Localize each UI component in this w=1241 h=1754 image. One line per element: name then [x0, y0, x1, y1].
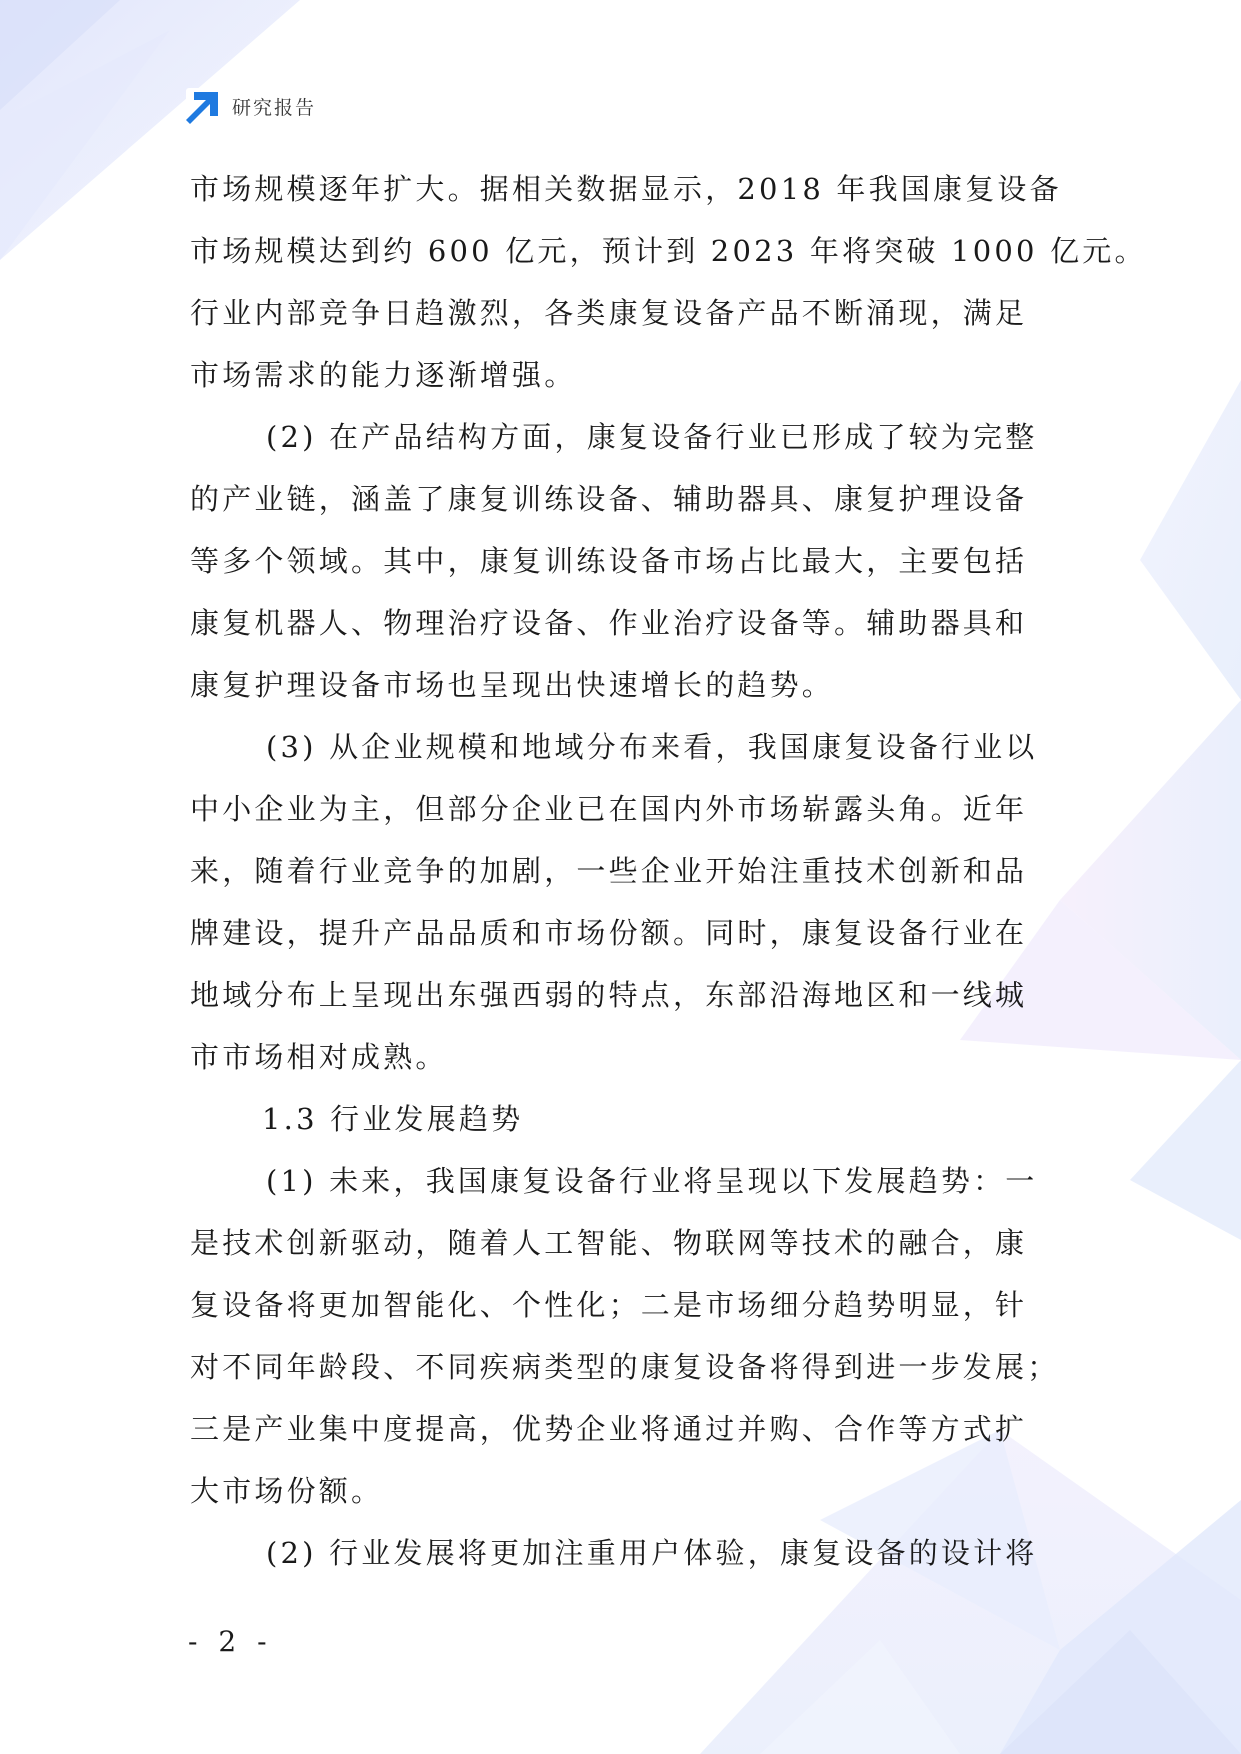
text-line: 市场规模达到约 600 亿元，预计到 2023 年将突破 1000 亿元。 — [190, 234, 1147, 268]
report-header — [186, 86, 316, 126]
text-line: 复设备将更加智能化、个性化；二是市场细分趋势明显，针 — [190, 1288, 1028, 1322]
paragraph-start-line: (3) 从企业规模和地域分布来看，我国康复设备行业以 — [266, 730, 1038, 764]
text-line: 行业内部竞争日趋激烈，各类康复设备产品不断涌现，满足 — [190, 296, 1028, 330]
text-line: 大市场份额。 — [190, 1474, 384, 1508]
text-line: 中小企业为主，但部分企业已在国内外市场崭露头角。近年 — [190, 792, 1028, 826]
text-line: 康复机器人、物理治疗设备、作业治疗设备等。辅助器具和 — [190, 606, 1028, 640]
body-text — [190, 158, 1147, 1584]
header-title: 研究报告 — [232, 96, 317, 119]
text-line: 牌建设，提升产品品质和市场份额。同时，康复设备行业在 — [190, 916, 1028, 950]
text-line: 市市场相对成熟。 — [190, 1040, 448, 1074]
text-line: 等多个领域。其中，康复训练设备市场占比最大，主要包括 — [190, 544, 1028, 578]
paragraph-start-line: (2) 在产品结构方面，康复设备行业已形成了较为完整 — [266, 420, 1038, 454]
text-line: 康复护理设备市场也呈现出快速增长的趋势。 — [190, 668, 835, 702]
paragraph-start-line: (1) 未来，我国康复设备行业将呈现以下发展趋势：一 — [266, 1164, 1038, 1198]
text-line: 对不同年龄段、不同疾病类型的康复设备将得到进一步发展； — [190, 1350, 1060, 1384]
text-line: 地域分布上呈现出东强西弱的特点，东部沿海地区和一线城 — [190, 978, 1028, 1012]
page-number: - 2 - — [188, 1625, 273, 1658]
paragraph-start-line: (2) 行业发展将更加注重用户体验，康复设备的设计将 — [266, 1536, 1038, 1570]
arrow-up-right-icon — [186, 88, 222, 124]
text-line: 市场需求的能力逐渐增强。 — [190, 358, 577, 392]
text-line: 市场规模逐年扩大。据相关数据显示，2018 年我国康复设备 — [190, 172, 1062, 206]
text-line: 三是产业集中度提高，优势企业将通过并购、合作等方式扩 — [190, 1412, 1028, 1446]
text-line: 来，随着行业竞争的加剧，一些企业开始注重技术创新和品 — [190, 854, 1028, 888]
section-heading: 1.3 行业发展趋势 — [262, 1102, 524, 1136]
text-line: 是技术创新驱动，随着人工智能、物联网等技术的融合，康 — [190, 1226, 1028, 1260]
text-line: 的产业链，涵盖了康复训练设备、辅助器具、康复护理设备 — [190, 482, 1028, 516]
